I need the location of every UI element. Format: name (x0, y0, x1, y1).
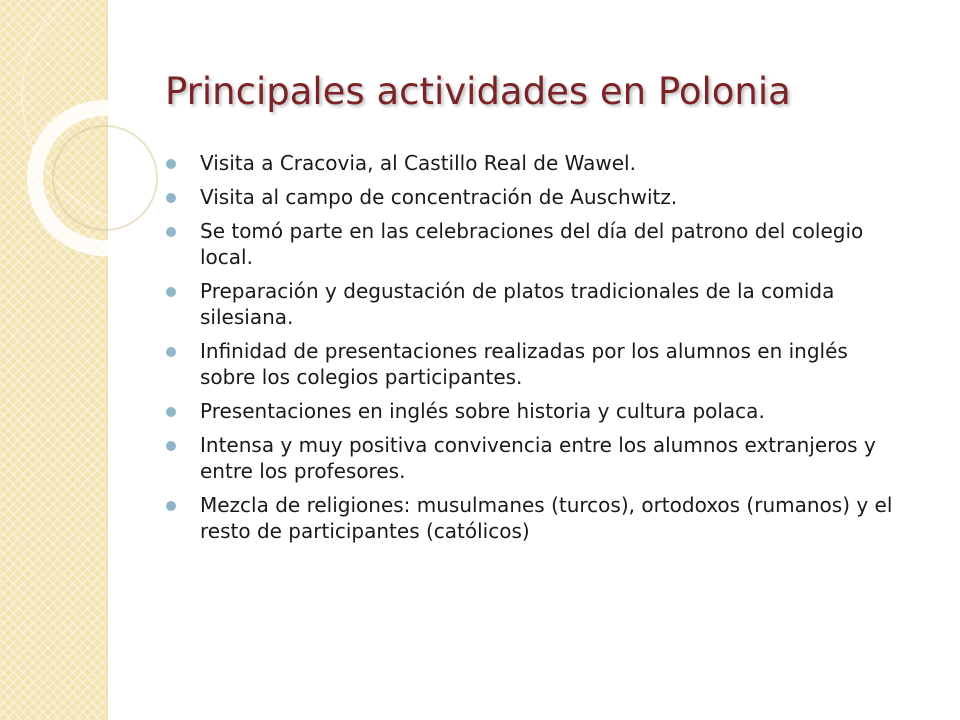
bullet-list (160, 150, 900, 552)
bullet-dot-icon (166, 193, 176, 203)
bullet-dot-icon (166, 227, 176, 237)
bullet-item (160, 432, 900, 484)
bullet-item (160, 492, 900, 544)
bullet-dot-icon (166, 287, 176, 297)
bullet-item (160, 184, 900, 210)
bullet-item (160, 278, 900, 330)
bullet-dot-icon (166, 347, 176, 357)
bullet-text: Se tomó parte en las celebraciones del día del patrono del colegio local. (200, 219, 864, 269)
bullet-dot-icon (166, 159, 176, 169)
bullet-item (160, 338, 900, 390)
bullet-text: Mezcla de religiones: musulmanes (turcos), ortodoxos (rumanos) y el resto de participantes (católicos) (200, 493, 893, 543)
decorative-ring-outer (35, 108, 175, 248)
slide-title: Principales actividades en Polonia (165, 70, 791, 113)
bullet-item (160, 150, 900, 176)
bullet-item (160, 218, 900, 270)
bullet-text: Visita a Cracovia, al Castillo Real de Wawel. (200, 151, 636, 175)
bullet-dot-icon (166, 407, 176, 417)
bullet-text: Infinidad de presentaciones realizadas por los alumnos en inglés sobre los colegios participantes. (200, 339, 848, 389)
bullet-text: Intensa y muy positiva convivencia entre los alumnos extranjeros y entre los profesores. (200, 433, 876, 483)
bullet-dot-icon (166, 441, 176, 451)
bullet-text: Visita al campo de concentración de Auschwitz. (200, 185, 678, 209)
bullet-item (160, 398, 900, 424)
bullet-text: Presentaciones en inglés sobre historia y cultura polaca. (200, 399, 765, 423)
bullet-text: Preparación y degustación de platos tradicionales de la comida silesiana. (200, 279, 835, 329)
bullet-dot-icon (166, 501, 176, 511)
